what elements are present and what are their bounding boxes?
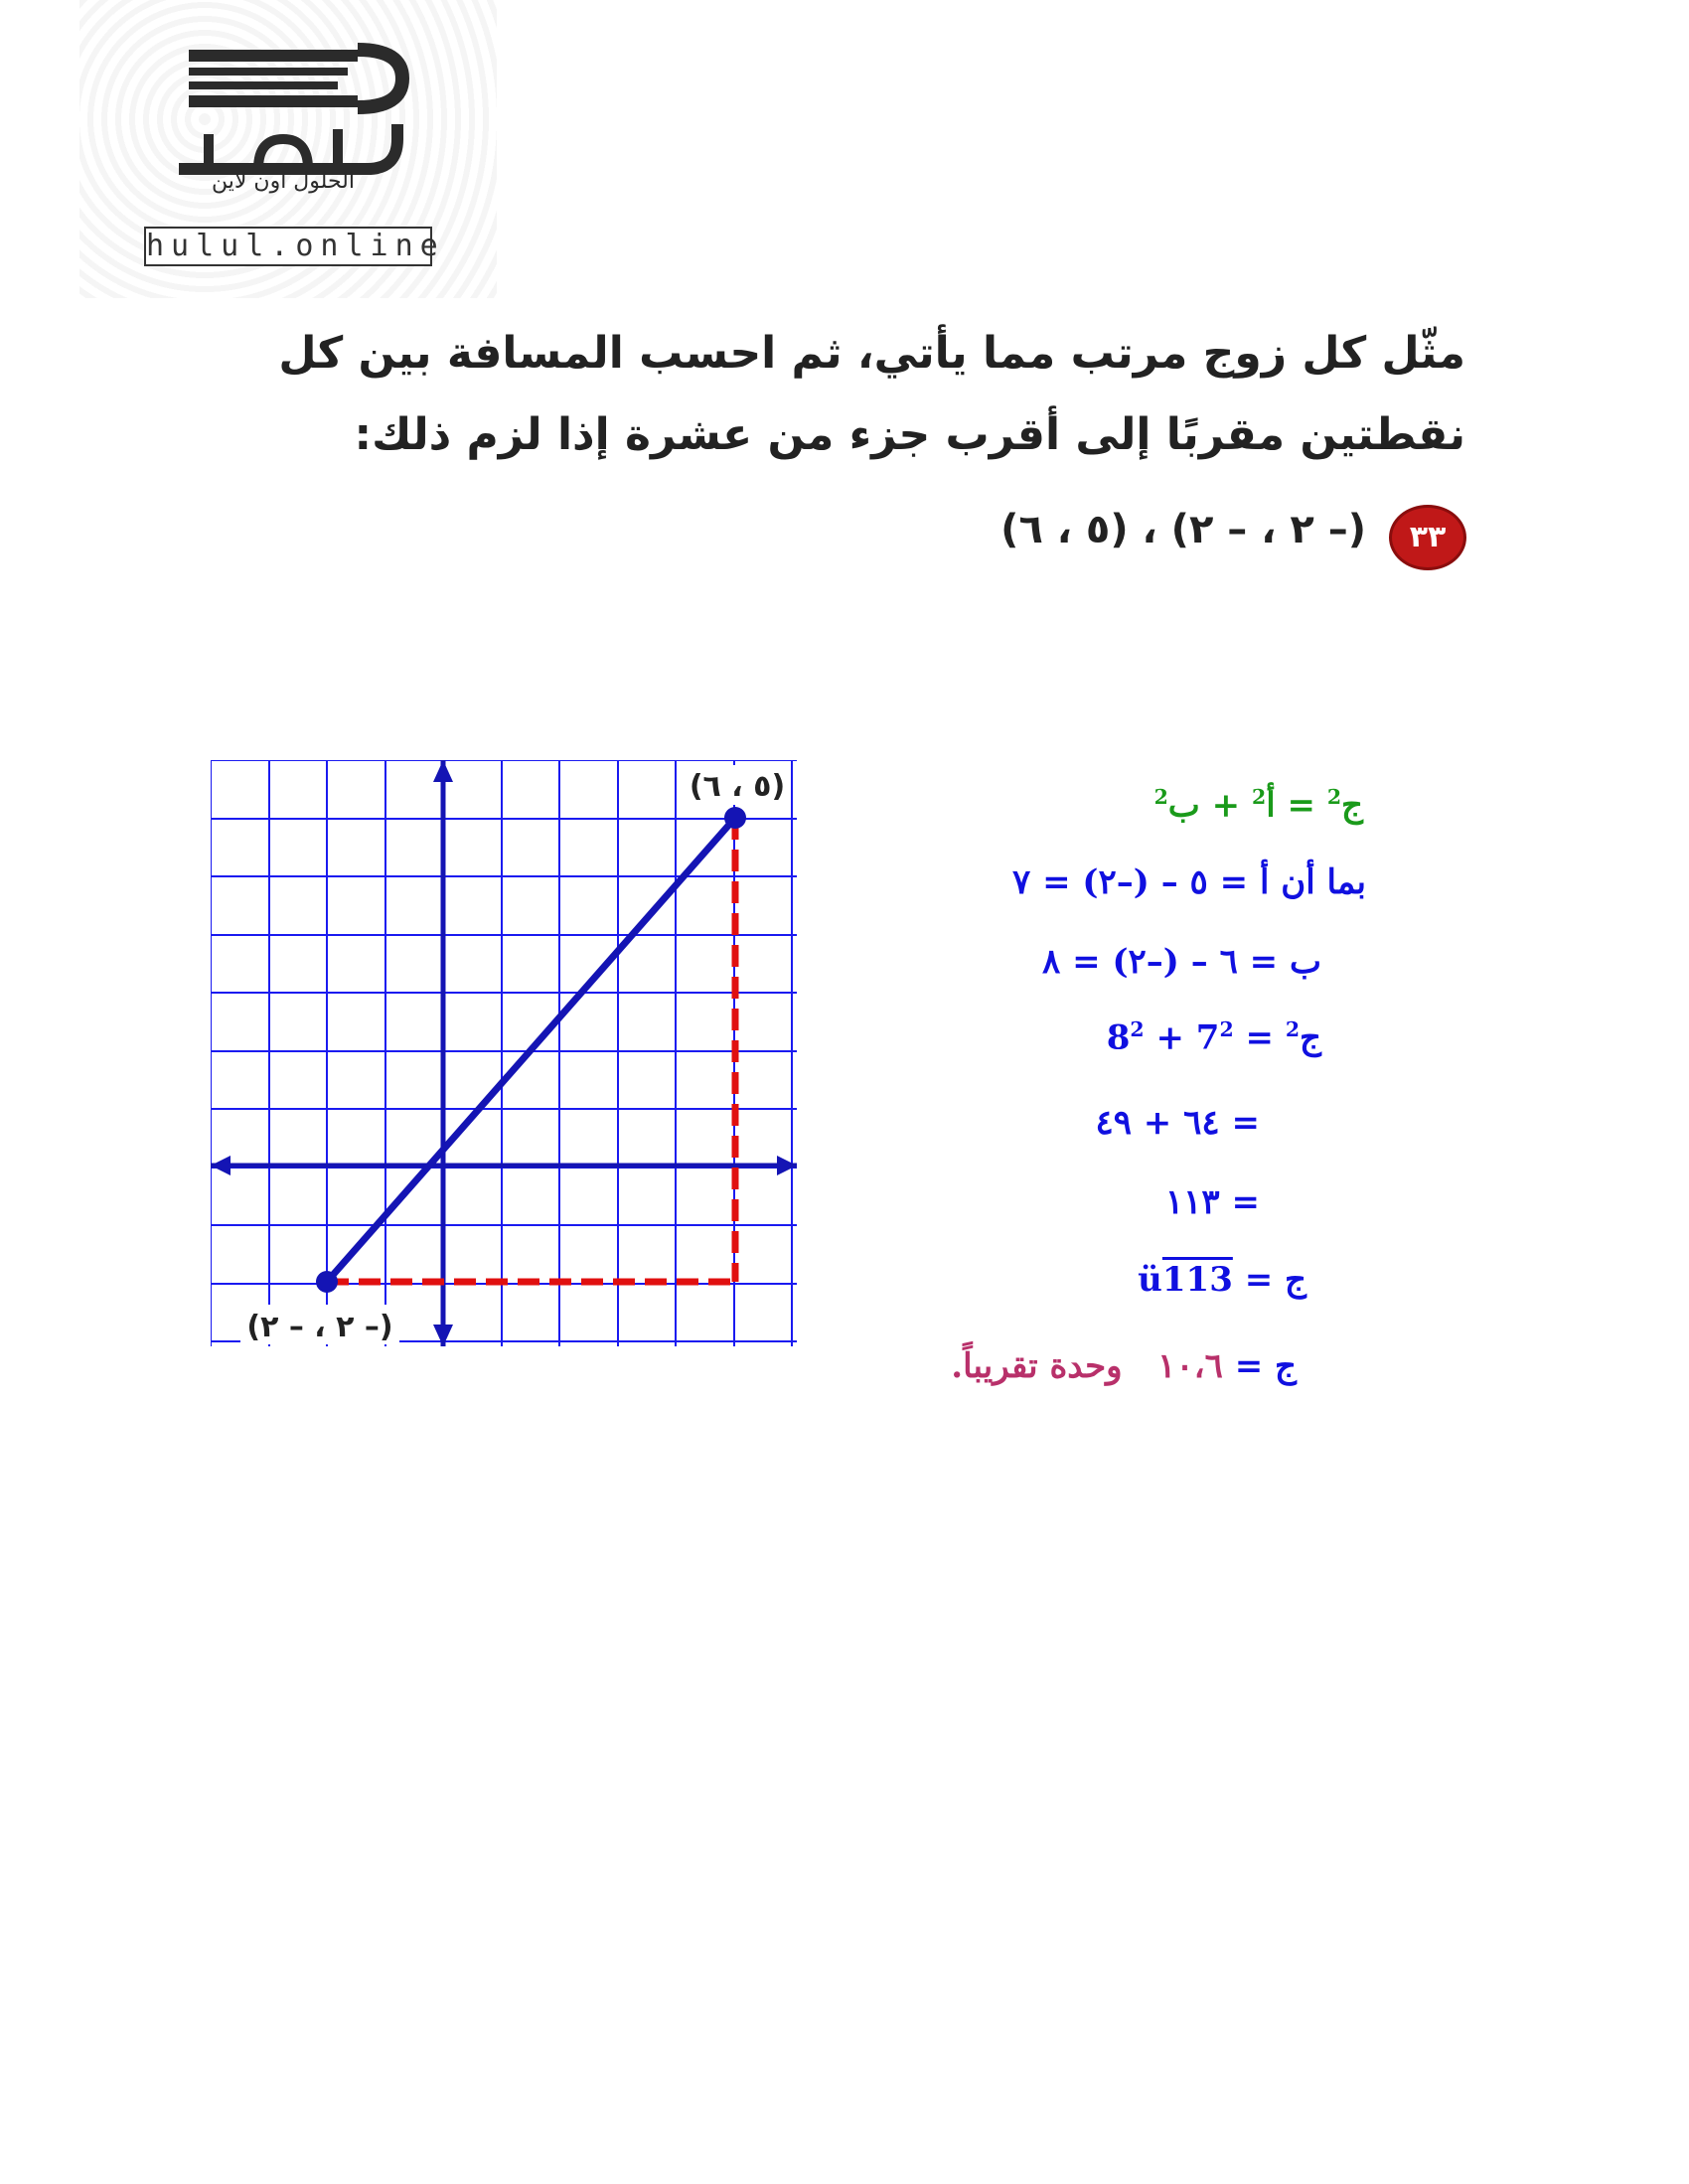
final-line: ج = ١٠،٦ وحدة تقريباً. (951, 1346, 1297, 1386)
point-b (724, 807, 746, 829)
question-line-1: مثّل كل زوج مرتب مما يأتي، ثم احسب المسافة بين كل (278, 328, 1465, 379)
x-axis-left-arrow (211, 1156, 230, 1175)
point-a (316, 1271, 338, 1293)
logo-url: hulul.online (144, 227, 432, 266)
question-number-badge: ٣٣ (1389, 505, 1466, 570)
total-line: = ١١٣ (1164, 1182, 1260, 1222)
value-b-line: ب = ٦ – (–٢) = ٨ (1042, 942, 1321, 982)
value-a-line: بما أن أ = ٥ – (–٢) = ٧ (1012, 862, 1366, 902)
sum-line: = ٦٤ + ٤٩ (1095, 1103, 1260, 1143)
question-line-2: نقطتين مقربًا إلى أقرب جزء من عشرة إذا لزم ذلك: (354, 409, 1465, 460)
formula-line: ج$^2$ = أ$^2$ + ب$^2$ (1153, 785, 1363, 826)
squares-line: ج$^2$ = $7^2 + 8^2$ (1106, 1017, 1321, 1058)
y-axis-up-arrow (433, 760, 453, 782)
logo-arabic-text: الحلول اون لاين (212, 169, 355, 194)
point-a-label: (– ٢ ، – ٢) (246, 1310, 393, 1344)
distance-segment (327, 818, 735, 1282)
question-pairs: (– ٢ ، – ٢) ، (٥ ، ٦) (1000, 507, 1366, 552)
root-line: ج = ü113 (1138, 1260, 1306, 1300)
y-axis-down-arrow (433, 1325, 453, 1346)
point-b-label: (٥ ، ٦) (689, 769, 786, 804)
x-axis-right-arrow (777, 1156, 797, 1175)
coordinate-graph (211, 760, 797, 1346)
